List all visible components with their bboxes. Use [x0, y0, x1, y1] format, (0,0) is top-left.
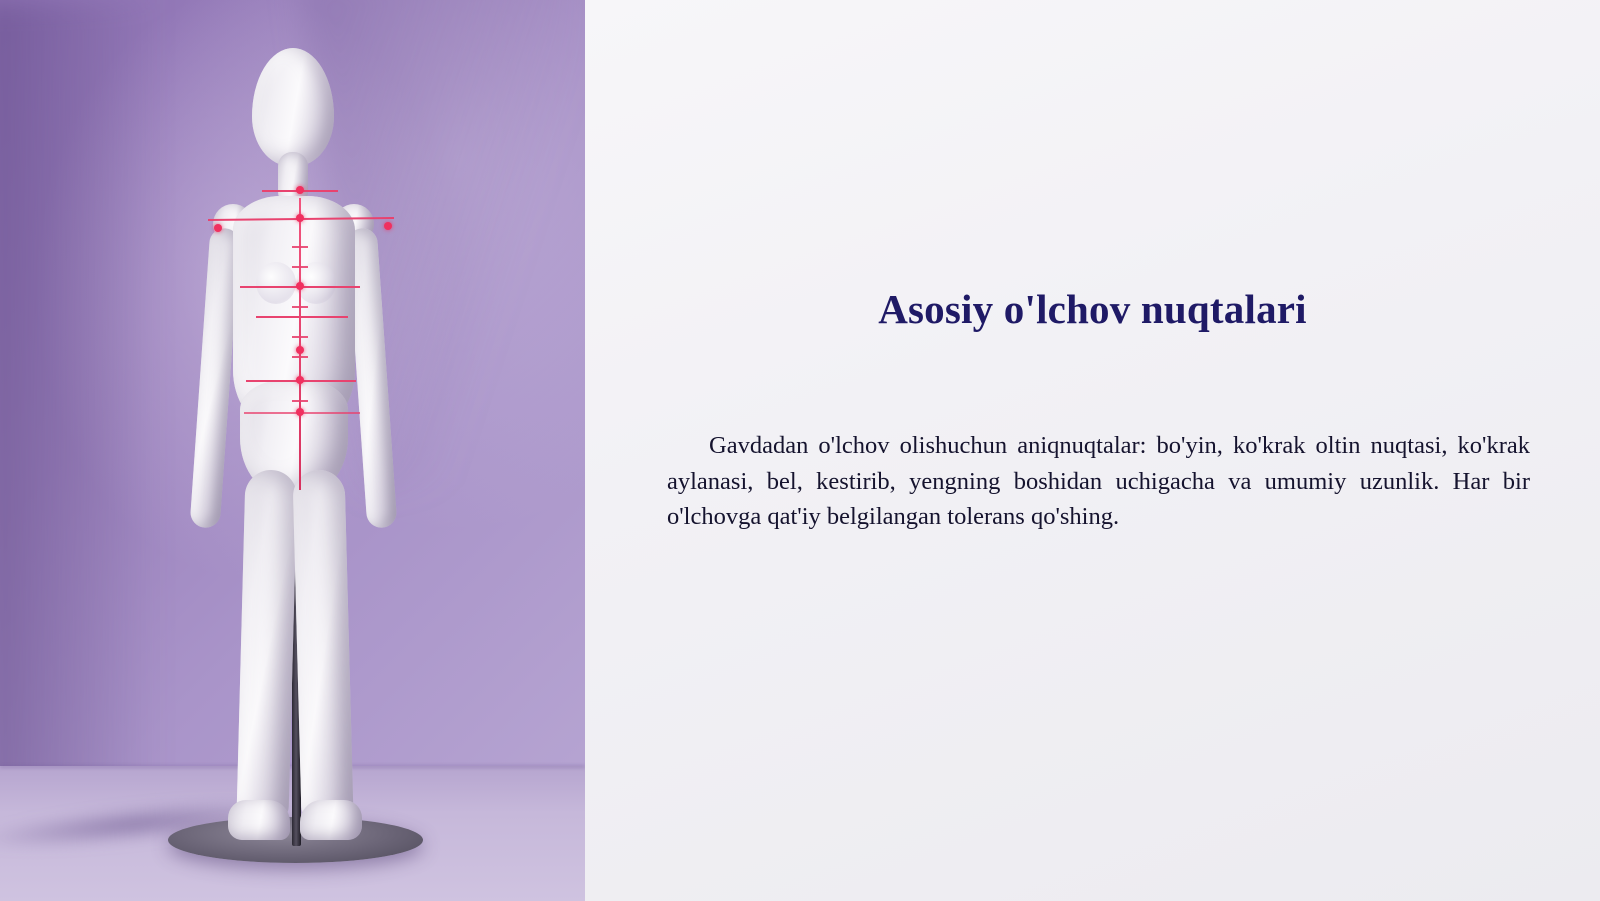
- mannequin-leg-left: [236, 469, 297, 820]
- mannequin-foot-left: [228, 800, 290, 840]
- center-front-line-marking: [299, 198, 301, 490]
- mannequin-figure: [0, 0, 585, 901]
- tick-mark: [292, 336, 308, 338]
- content-panel: [585, 0, 1600, 901]
- measurement-point: [296, 186, 304, 194]
- slide-body-text: Gavdadan o'lchov olishuchun aniqnuqtalar: bo'yin, ko'krak oltin nuqtasi, ko'krak aylanasi, bel, kestirib, yengning boshidan uchigacha va umumiy uzunlik. Har bir o'lchovga qat'iy belgilangan tolerans qo'shing.: [667, 432, 1530, 531]
- measurement-point: [296, 282, 304, 290]
- measurement-point: [384, 222, 392, 230]
- tick-mark: [292, 266, 308, 268]
- mannequin-leg-right: [292, 469, 353, 820]
- measurement-point: [214, 224, 222, 232]
- measurement-point: [296, 346, 304, 354]
- under-bust-line-marking: [256, 316, 348, 318]
- measurement-point: [296, 376, 304, 384]
- mannequin-foot-right: [300, 800, 362, 840]
- mannequin-image-panel: [0, 0, 585, 901]
- measurement-point: [296, 214, 304, 222]
- tick-mark: [292, 306, 308, 308]
- measurement-point: [296, 408, 304, 416]
- tick-mark: [292, 356, 308, 358]
- mannequin-head: [252, 48, 334, 166]
- tick-mark: [292, 246, 308, 248]
- tick-mark: [292, 400, 308, 402]
- slide-title: Asosiy o'lchov nuqtalari: [878, 286, 1307, 332]
- mannequin-bust-left: [256, 262, 296, 304]
